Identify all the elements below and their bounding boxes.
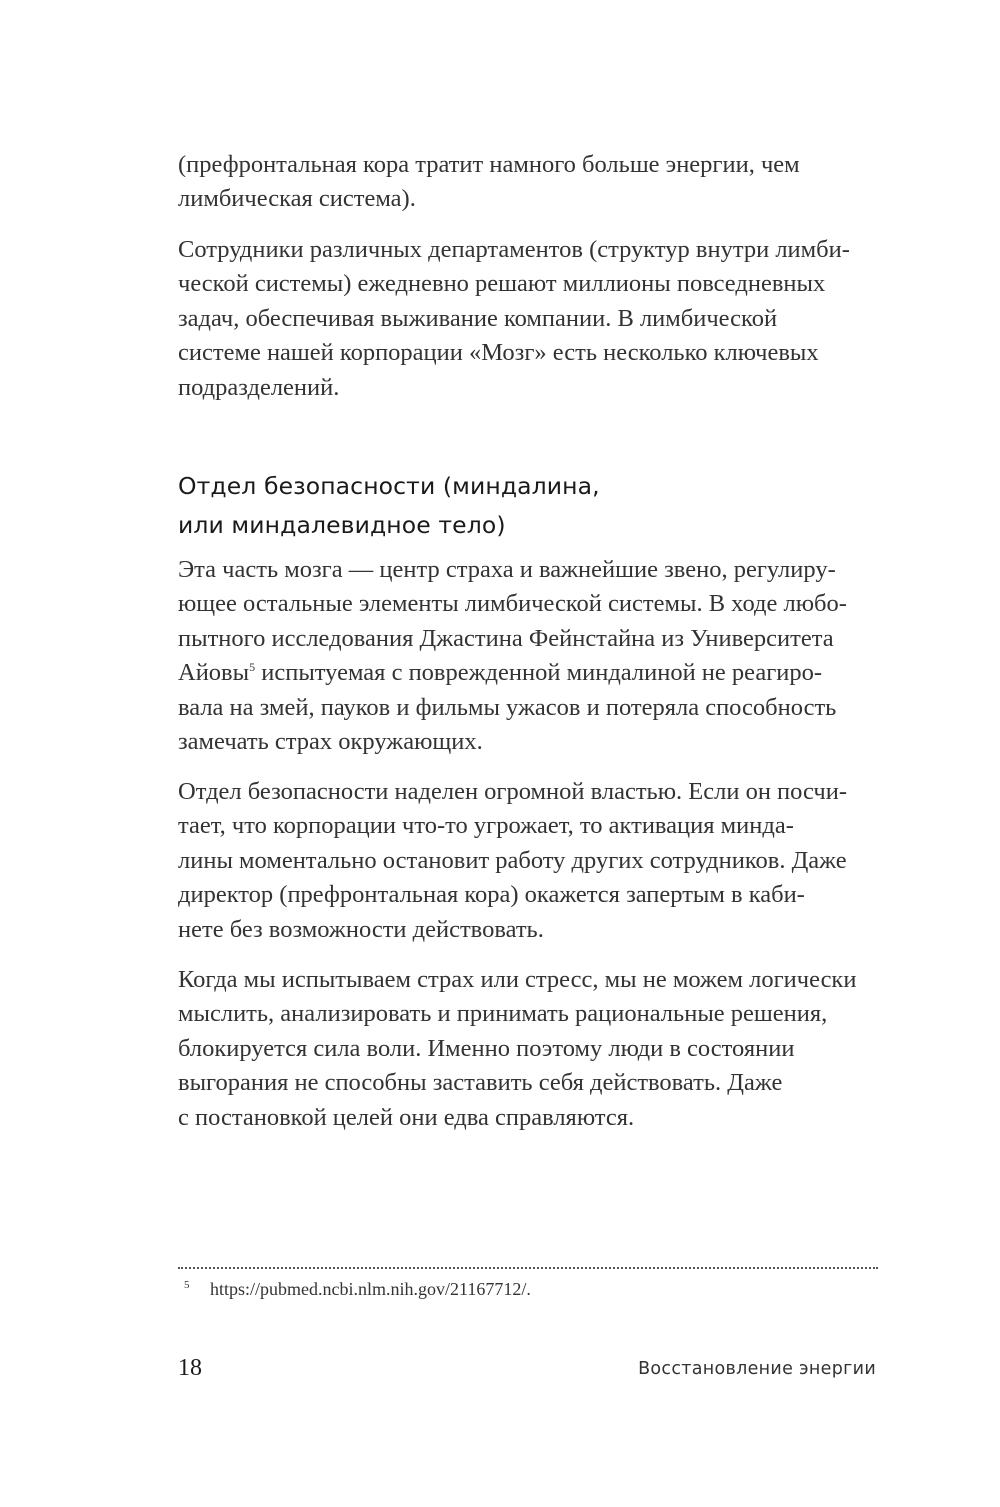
text-line: блокируется сила воли. Именно поэтому люди в состоянии <box>178 1034 795 1062</box>
page-number: 18 <box>178 1355 202 1381</box>
footnote-separator <box>178 1267 878 1269</box>
text-line: Когда мы испытываем страх или стресс, мы не можем логически <box>178 966 857 993</box>
text-line: (префронтальная кора тратит намного больше энергии, чем <box>178 151 800 178</box>
text-line <box>178 656 878 690</box>
intro-paragraph <box>178 148 878 217</box>
heading-line: Отдел безопасности (миндалина, <box>178 472 600 500</box>
text-line: директор (префронтальная кора) окажется запертым в каби- <box>178 881 805 909</box>
paragraph-limbic-departments <box>178 233 878 405</box>
text-line: Отдел безопасности наделен огромной властью. Если он посчи- <box>178 778 848 805</box>
text-line: Эта часть мозга — центр страха и важнейшие звено, регулиру- <box>178 556 836 583</box>
text-line: с постановкой целей они едва справляются. <box>178 1103 635 1131</box>
section-heading <box>178 467 878 545</box>
text-line: вала на змей, пауков и фильмы ужасов и потеряла способность <box>178 693 837 721</box>
paragraph-amygdala <box>178 553 878 759</box>
footnote-link[interactable]: https://pubmed.ncbi.nlm.nih.gov/21167712/. <box>210 1279 531 1299</box>
running-title: Восстановление энергии <box>638 1359 876 1379</box>
text-fragment: испытуемая с поврежденной миндалиной не реагиро- <box>255 659 823 687</box>
paragraph-fear-stress <box>178 963 878 1135</box>
text-line: нете без возможности действовать. <box>178 915 544 943</box>
text-line: замечать страх окружающих. <box>178 728 483 756</box>
text-line: ческой системы) ежедневно решают миллионы повседневных <box>178 270 826 298</box>
text-line: выгорания не способны заставить себя действовать. Даже <box>178 1069 783 1097</box>
text-line: тает, что корпорации что-то угрожает, то активация минда- <box>178 812 794 840</box>
text-line: ющее остальные элементы лимбической системы. В ходе любо- <box>178 590 847 618</box>
text-line: лины моментально остановит работу других сотрудников. Даже <box>178 846 847 874</box>
text-line: лимбическая система). <box>178 185 416 213</box>
text-line: подразделений. <box>178 373 340 401</box>
text-line: мыслить, анализировать и принимать рациональные решения, <box>178 1000 828 1028</box>
heading-line: или миндалевидное тело) <box>178 511 506 539</box>
text-line: пытного исследования Джастина Фейнстайна из Университета <box>178 624 834 652</box>
footnote: 5 https://pubmed.ncbi.nlm.nih.gov/21167712/. <box>184 1279 531 1299</box>
paragraph-security-power <box>178 775 878 947</box>
text-line: системе нашей корпорации «Мозг» есть несколько ключевых <box>178 339 819 367</box>
text-fragment: Айовы <box>178 659 250 687</box>
footnote-reference[interactable]: 5 <box>249 660 256 675</box>
text-line: Сотрудники различных департаментов (структур внутри лимби- <box>178 236 850 263</box>
text-line: задач, обеспечивая выживание компании. В лимбической <box>178 304 778 332</box>
